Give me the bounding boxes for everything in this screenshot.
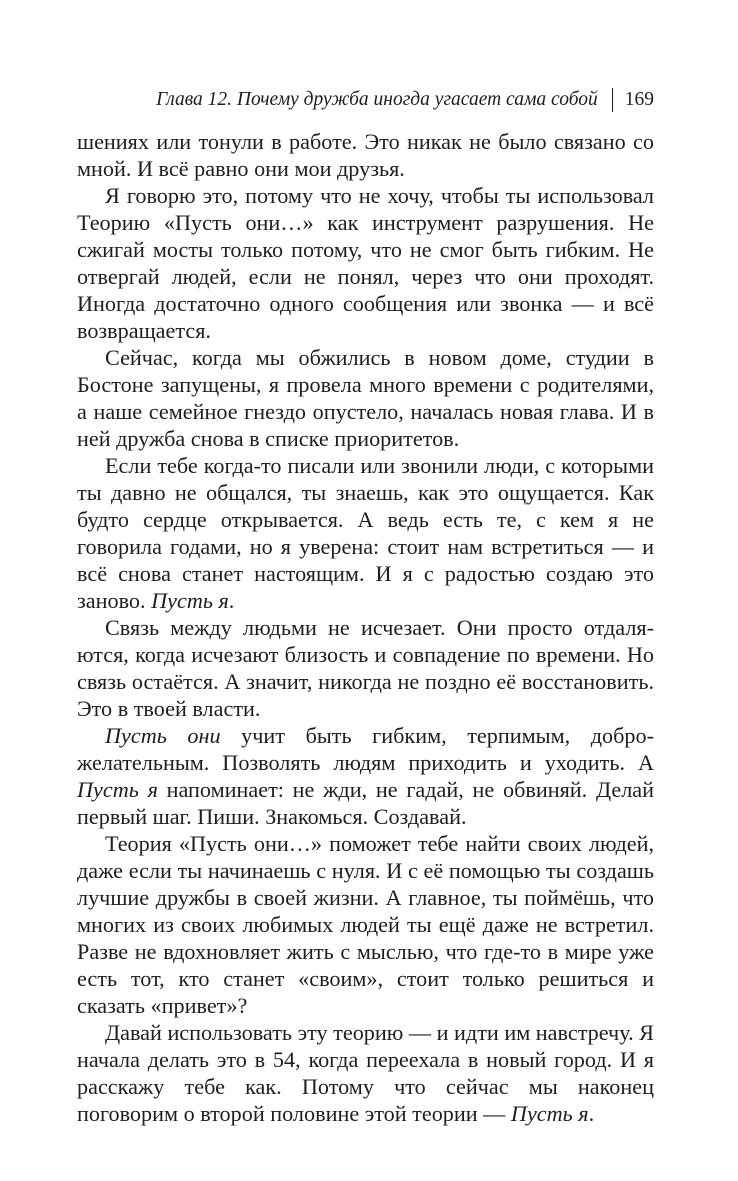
paragraph	[77, 452, 654, 614]
text-run: шениях или тонули в работе. Это никак не было связано со мной. И всё равно они мои друзья.	[77, 129, 654, 181]
paragraph	[77, 722, 654, 830]
paragraph	[77, 182, 654, 344]
text-run: Давай использовать эту теорию — и идти им навстречу. Я начала делать это в 54, когда переехала в новый город. И я расскажу тебе как. Потому что сейчас мы наконец поговорим о второй половине этой теории —	[77, 1020, 654, 1126]
chapter-title: Глава 12. Почему дружба иногда угасает сама собой	[156, 89, 598, 110]
page-number: 169	[624, 89, 654, 110]
paragraph	[77, 344, 654, 452]
italic-phrase: Пусть я	[151, 588, 229, 613]
text-run: Теория «Пусть они…» поможет тебе найти своих людей, даже если ты начинаешь с нуля. И с её помощью ты создашь лучшие дружбы в своей жизни. А главное, ты поймёшь, что многих из своих любимых людей ты ещё даже не встретил. Разве не вдохновляет жить с мыслью, что где‑то в мире уже есть тот, кто станет «своим», стоит только решиться и сказать «привет»?	[77, 831, 654, 1018]
paragraph	[77, 830, 654, 1019]
paragraph	[77, 1019, 654, 1127]
text-run: .	[228, 588, 235, 613]
text-run: Я говорю это, потому что не хочу, чтобы ты использовал Теорию «Пусть они…» как инструмент разрушения. Не сжигай мосты только потому, что не смог быть гибким. Не отвергай людей, если не понял, через что они проходят. Иногда достаточно одного сообщения или звонка — и всё возвращается.	[77, 183, 654, 343]
text-run: .	[588, 1101, 595, 1126]
italic-phrase: Пусть я	[510, 1101, 589, 1126]
text-run: Сейчас, когда мы обжились в новом доме, студии в Бостоне запущены, я провела много времени с родителями, а наше семейное гнездо опустело, началась новая глава. И в ней дружба снова в списке приоритетов.	[77, 345, 654, 451]
running-header	[156, 88, 654, 112]
italic-phrase: Пусть они	[105, 723, 221, 748]
text-run: Если тебе когда‑то писали или звонили люди, с которыми ты давно не общался, ты знаешь, как это ощущается. Как будто сердце открывается. А ведь есть те, с кем я не говорила годами, но я уверена: стоит нам встретиться — и всё снова станет настоящим. И я с радостью создаю это заново.	[77, 453, 654, 613]
text-run: Связь между людьми не исчезает. Они просто отдаляются, когда исчезают близость и совпадение по времени. Но связь остаётся. А значит, никогда не поздно её восстановить. Это в твоей власти.	[77, 615, 654, 721]
paragraph	[77, 614, 654, 722]
paragraph	[77, 128, 654, 182]
italic-phrase: Пусть я	[77, 777, 158, 802]
text-run: учит быть гибким, терпимым, доброжелательным. Позволять людям приходить и уходить. А	[77, 723, 654, 775]
text-run: напоминает: не жди, не гадай, не обвиняй. Делай первый шаг. Пиши. Знакомься. Создавай.	[77, 777, 655, 829]
header-divider	[612, 88, 613, 112]
body-text	[77, 128, 654, 1127]
